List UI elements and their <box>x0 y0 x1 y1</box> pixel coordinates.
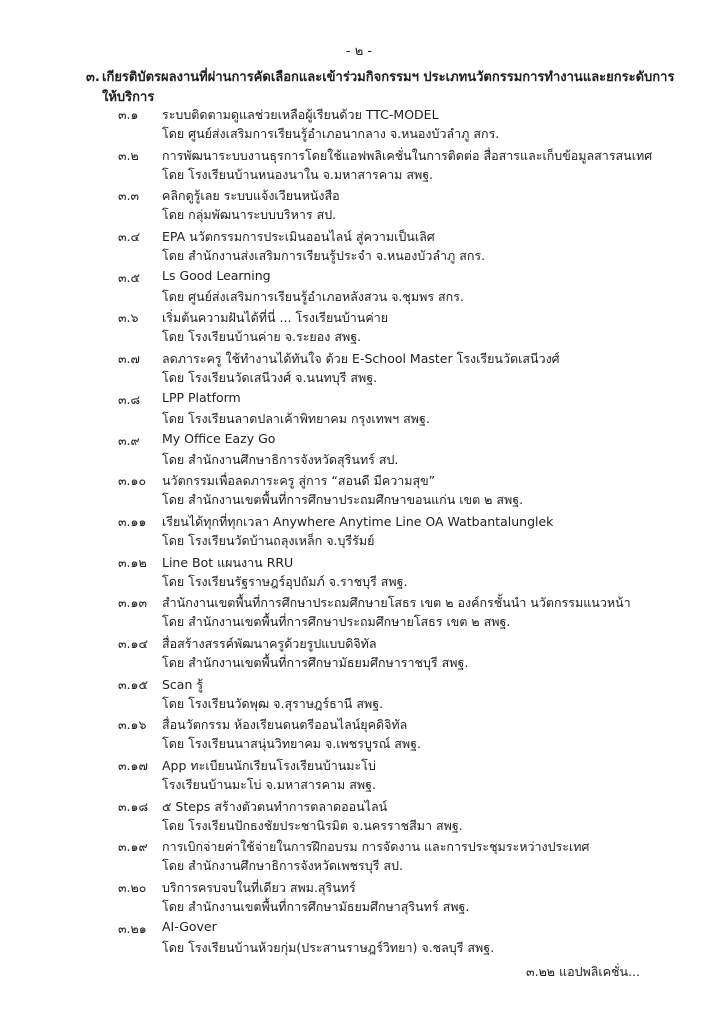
award-item-number: ๓.๖ <box>118 310 139 326</box>
award-item-title: การพัฒนาระบบงานธุรการโดยใช้แอฟพลิเคชั่นในการติดต่อ สื่อสารและเก็บข้อมูลสารสนเทศ <box>162 147 653 163</box>
award-item-organization: โดย โรงเรียนบ้านค่าย จ.ระยอง สพฐ. <box>162 329 362 345</box>
award-item <box>118 754 678 795</box>
award-item-organization: โดย โรงเรียนบ้านหนองนาใน จ.มหาสารคาม สพฐ. <box>162 166 434 182</box>
award-item-organization: โดย สำนักงานส่งเสริมการเรียนรู้ประจำ จ.หนองบัวลำภู สกร. <box>162 248 486 264</box>
award-item-title: บริการครบจบในที่เดียว สพม.สุรินทร์ <box>162 880 356 896</box>
award-item <box>118 835 678 876</box>
award-item-title: เริ่มต้นความฝันได้ที่นี่ ... โรงเรียนบ้านค่าย <box>162 310 389 326</box>
award-item-organization: โรงเรียนบ้านมะโบ่ จ.มหาสารคาม สพฐ. <box>162 777 376 792</box>
award-item-organization: โดย สำนักงานศึกษาธิการจังหวัดเพชรบุรี สป. <box>162 858 403 874</box>
award-item-title: ลดภาระครู ใช้ทำงานได้ทันใจ ด้วย E-School Master โรงเรียนวัดเสนีวงศ์ <box>162 351 560 367</box>
award-item-organization: โดย สำนักงานศึกษาธิการจังหวัดสุรินทร์ สป. <box>162 451 399 467</box>
award-item-number: ๓.๑๔ <box>118 635 148 651</box>
award-item-organization: โดย สำนักงานเขตพื้นที่การศึกษาประถมศึกษาขอนแก่น เขต ๒ สพฐ. <box>162 492 524 508</box>
award-item-organization: โดย โรงเรียนปักธงชัยประชานิรมิต จ.นครราชสีมา สพฐ. <box>162 817 463 833</box>
award-item <box>118 917 678 958</box>
award-item <box>118 795 678 836</box>
award-item-number: ๓.๑๒ <box>118 554 147 570</box>
award-item <box>118 184 678 225</box>
award-item <box>118 306 678 347</box>
award-item-title: สื่อนวัตกรรม ห้องเรียนดนตรีออนไลน์ยุคดิจิทัล <box>162 717 408 733</box>
award-item <box>118 673 678 714</box>
award-item-number: ๓.๘ <box>118 391 141 407</box>
award-item <box>118 551 678 592</box>
award-item <box>118 469 678 510</box>
award-item-title: My Office Eazy Go <box>162 430 276 446</box>
award-item-number: ๓.๒๑ <box>118 920 147 936</box>
award-item-organization: โดย กลุ่มพัฒนาระบบบริหาร สป. <box>162 207 337 223</box>
award-item <box>118 591 678 632</box>
award-item-number: ๓.๑๑ <box>118 513 147 529</box>
award-item-organization: โดย โรงเรียนรัฐราษฎร์อุปถัมภ์ จ.ราชบุรี สพฐ. <box>162 573 408 589</box>
award-item-title: EPA นวัตกรรมการประเมินออนไลน์ สู่ความเป็นเลิศ <box>162 229 435 245</box>
award-item-organization: โดย โรงเรียนบ้านห้วยกุ่ม(ประสานราษฎร์วิทยา) จ.ชลบุรี สพฐ. <box>162 939 495 955</box>
award-item <box>118 388 678 429</box>
award-item-title: Ls Good Learning <box>162 267 271 283</box>
award-item-organization: โดย สำนักงานเขตพื้นที่การศึกษามัธยมศึกษาราชบุรี สพฐ. <box>162 654 469 670</box>
award-item-organization: โดย สำนักงานเขตพื้นที่การศึกษาประถมศึกษายโสธร เขต ๒ สพฐ. <box>162 614 511 630</box>
award-item <box>118 429 678 470</box>
award-item <box>118 510 678 551</box>
award-item-organization: โดย สำนักงานเขตพื้นที่การศึกษามัธยมศึกษาสุรินทร์ สพฐ. <box>162 899 470 915</box>
award-item <box>118 713 678 754</box>
award-item-number: ๓.๓ <box>118 188 140 204</box>
page-number: - ๒ - <box>345 44 373 59</box>
award-item-title: ระบบติดตามดูแลช่วยเหลือผู้เรียนด้วย TTC-MODEL <box>162 107 439 122</box>
award-item-number: ๓.๑ <box>118 107 139 122</box>
award-item-title: Scan รู้ <box>162 676 204 692</box>
award-item-number: ๓.๕ <box>118 269 140 285</box>
award-item-title: เรียนได้ทุกที่ทุกเวลา Anywhere Anytime Line OA Watbantalunglek <box>162 513 554 529</box>
award-item-number: ๓.๒๐ <box>118 880 147 896</box>
award-item-title: นวัตกรรมเพื่อลดภาระครู สู่การ “สอนดี มีความสุข” <box>162 473 436 489</box>
award-item-number: ๓.๒ <box>118 147 139 163</box>
award-item-title: ๕ Steps สร้างตัวตนทำการตลาดออนไลน์ <box>162 798 388 814</box>
award-item <box>118 876 678 917</box>
award-item <box>118 144 678 185</box>
award-item-title: สำนักงานเขตพื้นที่การศึกษาประถมศึกษายโสธร เขต ๒ องค์กรชั้นนำ นวัตกรรมแนวหน้า <box>162 595 631 611</box>
award-item-number: ๓.๔ <box>118 229 140 245</box>
award-item-organization: โดย โรงเรียนลาดปลาเค้าพิทยาคม กรุงเทพฯ สพฐ. <box>162 410 430 426</box>
award-item-organization: โดย โรงเรียนวัดเสนีวงศ์ จ.นนทบุรี สพฐ. <box>162 370 378 386</box>
section-number: ๓. <box>86 70 100 85</box>
award-item-title: คลิกดูรู้เลย ระบบแจ้งเวียนหนังสือ <box>162 188 340 204</box>
award-item <box>118 632 678 673</box>
award-item-number: ๓.๑๗ <box>118 758 148 773</box>
award-item-number: ๓.๑๕ <box>118 676 148 692</box>
award-item-title: Line Bot แผนงาน RRU <box>162 554 294 570</box>
award-item-title: สื่อสร้างสรรค์พัฒนาครูด้วยรูปแบบดิจิทัล <box>162 635 377 651</box>
award-item-number: ๓.๑๓ <box>118 595 147 611</box>
award-item-number: ๓.๑๖ <box>118 717 147 733</box>
award-item <box>118 347 678 388</box>
award-item-organization: โดย โรงเรียนนาสนุ่นวิทยาคม จ.เพชรบูรณ์ สพฐ. <box>162 736 421 752</box>
section-title: เกียรติบัตรผลงานที่ผ่านการคัดเลือกและเข้าร่วมกิจกรรมฯ ประเภทนวัตกรรมการทำงานและยกระดับการให้บริการ <box>102 70 675 105</box>
award-item-title: การเบิกจ่ายค่าใช้จ่ายในการฝึกอบรม การจัดงาน และการประชุมระหว่างประเทศ <box>162 839 590 855</box>
award-item-organization: โดย ศูนย์ส่งเสริมการเรียนรู้อำเภอนากลาง จ.หนองบัวลำภู สกร. <box>162 126 500 141</box>
award-item-number: ๓.๙ <box>118 432 140 448</box>
award-item-title: App ทะเบียนนักเรียนโรงเรียนบ้านมะโบ่ <box>162 758 376 773</box>
award-item <box>118 266 678 307</box>
award-item <box>118 225 678 266</box>
award-list <box>118 103 678 957</box>
award-item-organization: โดย ศูนย์ส่งเสริมการเรียนรู้อำเภอหลังสวน จ.ชุมพร สกร. <box>162 288 464 304</box>
award-item-title: AI-Gover <box>162 918 217 934</box>
award-item-title: LPP Platform <box>162 389 241 405</box>
award-item-number: ๓.๗ <box>118 351 140 367</box>
award-item <box>118 103 678 144</box>
continuation-note: ๓.๒๒ แอปพลิเคชั่น... <box>526 964 640 979</box>
award-item-organization: โดย โรงเรียนวัดพุฒ จ.สุราษฎร์ธานี สพฐ. <box>162 695 384 711</box>
section-heading <box>86 68 676 108</box>
award-item-number: ๓.๑๙ <box>118 839 148 855</box>
award-item-number: ๓.๑๘ <box>118 798 149 814</box>
award-item-number: ๓.๑๐ <box>118 473 147 489</box>
award-item-organization: โดย โรงเรียนวัดบ้านถลุงเหล็ก จ.บุรีรัมย์ <box>162 532 375 548</box>
